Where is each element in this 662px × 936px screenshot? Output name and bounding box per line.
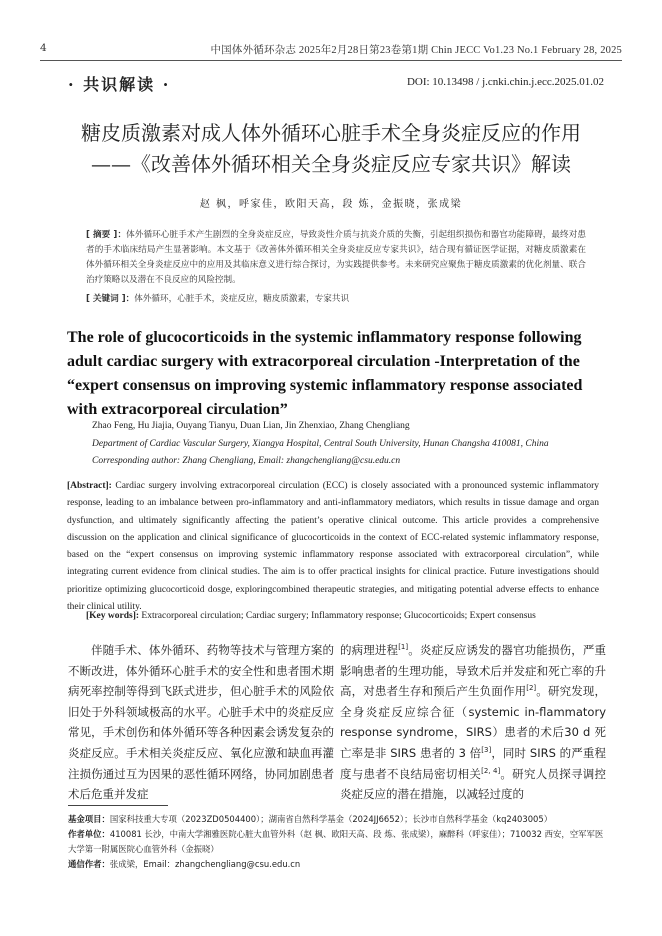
keywords-cn-text: 体外循环，心脏手术，炎症反应，糖皮质激素，专家共识 <box>134 294 350 304</box>
page-number: 4 <box>40 42 47 54</box>
abstract-cn <box>86 228 586 288</box>
section-label: · 共识解读 · <box>68 75 171 94</box>
title-en: The role of glucocorticoids in the systemic inflammatory response following adult cardiac surgery with extracorporeal circulation -Interpretation of the “expert consensus on improving systemic inflammatory response associated with extracorporeal circulation” <box>67 329 583 418</box>
doi: DOI: 10.13498 / j.cnki.chin.j.ecc.2025.01.02 <box>406 76 604 88</box>
keywords-en <box>86 611 606 621</box>
affiliation-en: Department of Cardiac Vascular Surgery, Xiangya Hospital, Central South University, Hunan Changsha 410081, China <box>92 439 549 449</box>
affiliation-label: 作者单位： <box>68 829 110 839</box>
body-text: 。炎症反应诱发的器官功能损伤，严重影响患者的生理功能，导致术后并发症和死亡率的升高，对患者生存和预后产生负面作用 <box>340 643 607 699</box>
keywords-cn <box>86 292 586 307</box>
citation: [2, 4] <box>481 766 501 775</box>
keywords-cn-label: [ 关键词 ]： <box>86 294 135 304</box>
funding-text: 国家科技重大专项（2023ZD0504400）；湖南省自然科学基金（2024JJ6652）；长沙市自然科学基金（kq2403005） <box>109 814 553 824</box>
keywords-en-label: [Key words]: <box>86 611 140 621</box>
body-text: 的病理进程 <box>340 643 399 657</box>
citation: [2] <box>526 684 537 693</box>
citation: [1] <box>398 643 409 652</box>
footnote-affiliation <box>68 827 608 856</box>
body-text: ，同时 SIRS 的严重程度与患者不良结局密切相关 <box>340 745 607 781</box>
correspondence-text: 张成梁，Email：zhangchengliang@csu.edu.cn <box>109 859 301 869</box>
correspondence-label: 通信作者： <box>68 859 110 869</box>
abstract-cn-text: 体外循环心脏手术产生剧烈的全身炎症反应，导致炎性介质与抗炎介质的失衡，引起组织损伤和器官功能障碍，最终对患者的手术临床结局产生显著影响。本文基于《改善体外循环相关全身炎症反应专家共识》，结合现有循证医学证据，对糖皮质激素在体外循环相关全身炎症反应中的应用及其临床意义进行综合探讨，为实践提供参考。未来研究应聚焦于糖皮质激素的优化剂量、联合治疗策略以及潜在不良反应的风险控制。 <box>86 230 586 285</box>
title-cn-line2: ——《改善体外循环相关全身炎症反应专家共识》解读 <box>91 152 571 176</box>
citation: [3] <box>481 746 492 755</box>
header-rule <box>40 60 622 61</box>
abstract-en-label: [Abstract]: <box>67 481 112 491</box>
keywords-en-text: Extracorporeal circulation; Cardiac surgery; Inflammatory response; Glucocorticoids; Expert consensus <box>139 611 536 621</box>
abstract-cn-label: [ 摘要 ]： <box>86 230 127 240</box>
footnote-funding <box>68 812 608 827</box>
abstract-en-text: Cardiac surgery involving extracorporeal circulation (ECC) is closely associated with a pronounced systemic inflammatory response, leading to an imbalance between pro-inflammatory and anti-inflammatory mediators, which results in tissue damage and organ dysfunction, and ultimately significantly affecting the patient’s operative clinical outcome. This article provides a comprehensive discussion on the application and clinical significance of glucocorticoids in the context of ECC-related systemic inflammatory response, based on the “expert consensus on improving systemic inflammatory response associated with extracorporeal circulation”, while integrating current evidence from clinical studies. The aim is to offer practical insights for clinical practice. Future investigations should prioritize optimizing glucocorticoid dosge, exploringcombined therapeutic strategies, and mitigating potential adverse effects to enhance their clinical utility. <box>67 481 599 613</box>
body-column-right <box>340 640 606 805</box>
footnote-correspondence <box>68 857 608 872</box>
title-cn-line1: 糖皮质激素对成人体外循环心脏手术全身炎症反应的作用 <box>81 121 581 145</box>
body-text: 。研究人员探寻调控炎症反应的潜在措施，以减轻过度的 <box>340 766 606 802</box>
footnote-rule <box>68 805 168 806</box>
authors-en: Zhao Feng, Hu Jiajia, Ouyang Tianyu, Duan Lian, Jin Zhenxiao, Zhang Chengliang <box>92 421 410 431</box>
affiliation-text: 410081 长沙，中南大学湘雅医院心脏大血管外科（赵 枫、欧阳天高、段 炼、张成梁），麻醉科（呼家佳）；710032 西安，空军军医大学第一附属医院心血管外科（金振晓） <box>68 829 604 854</box>
body-column-left: 伴随手术、体外循环、药物等技术与管理方案的不断改进，体外循环心脏手术的安全性和患者围术期病死率控制等得到飞跃式进步，但心脏手术的风险依旧处于外科领域极高的水平。心脏手术中的炎症反应常见，手术创伤和体外循环等各种因素会诱发复杂的炎症反应。手术相关炎症反应、氧化应激和缺血再灌注损伤通过互为因果的恶性循环网络，协同加剧患者术后危重并发症 <box>68 643 334 802</box>
corresponding-author-en: Corresponding author: Zhang Chengliang, Email: zhangchengliang@csu.edu.cn <box>92 456 401 466</box>
abstract-en <box>67 478 599 616</box>
authors-cn: 赵 枫，呼家佳，欧阳天高，段 炼，金振晓，张成梁 <box>199 199 463 210</box>
running-header <box>40 38 622 58</box>
body-text: 。研究发现，全身炎症反应综合征（systemic in-flammatory response syndrome，SIRS）患者的术后30 d 死亡率是非 SIRS 患者的 3 倍 <box>340 684 607 760</box>
running-head: 中国体外循环杂志 2025年2月28日第23卷第1期 Chin JECC Vo1.23 No.1 February 28, 2025 <box>210 45 622 56</box>
funding-label: 基金项目： <box>68 814 110 824</box>
